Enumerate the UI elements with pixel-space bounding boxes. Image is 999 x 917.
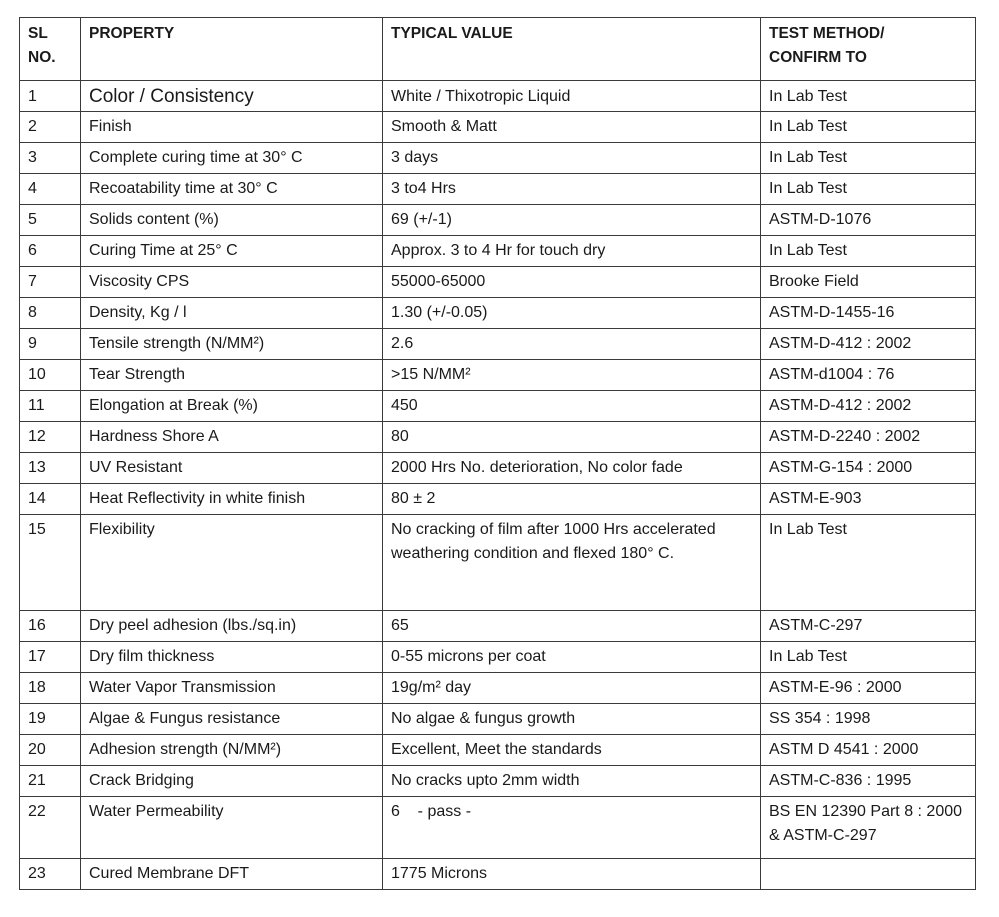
table-row xyxy=(20,205,976,236)
table-row xyxy=(20,112,976,143)
header-sl-line2: NO. xyxy=(28,49,56,66)
method-cell: ASTM-D-1455-16 xyxy=(761,298,976,329)
header-typical-value: TYPICAL VALUE xyxy=(383,18,761,81)
sl-cell: 8 xyxy=(20,298,81,329)
method-cell: ASTM-D-412 : 2002 xyxy=(761,329,976,360)
property-cell: Density, Kg / l xyxy=(81,298,383,329)
sl-cell: 12 xyxy=(20,422,81,453)
table-row xyxy=(20,515,976,611)
method-cell: SS 354 : 1998 xyxy=(761,704,976,735)
property-cell: Crack Bridging xyxy=(81,766,383,797)
table-row xyxy=(20,735,976,766)
method-cell: Brooke Field xyxy=(761,267,976,298)
property-cell: UV Resistant xyxy=(81,453,383,484)
table-row xyxy=(20,174,976,205)
value-cell: Smooth & Matt xyxy=(383,112,761,143)
sl-cell: 6 xyxy=(20,236,81,267)
table-row xyxy=(20,673,976,704)
value-cell: 3 days xyxy=(383,143,761,174)
sl-cell: 9 xyxy=(20,329,81,360)
table-row xyxy=(20,797,976,859)
value-cell: Excellent, Meet the standards xyxy=(383,735,761,766)
property-cell: Tensile strength (N/MM²) xyxy=(81,329,383,360)
property-cell: Adhesion strength (N/MM²) xyxy=(81,735,383,766)
property-cell: Color / Consistency xyxy=(81,81,383,112)
method-cell: In Lab Test xyxy=(761,642,976,673)
sl-cell: 23 xyxy=(20,859,81,890)
value-cell: 0-55 microns per coat xyxy=(383,642,761,673)
method-cell: In Lab Test xyxy=(761,143,976,174)
table-row xyxy=(20,422,976,453)
method-cell: ASTM-d1004 : 76 xyxy=(761,360,976,391)
value-cell: 80 ± 2 xyxy=(383,484,761,515)
property-cell: Water Vapor Transmission xyxy=(81,673,383,704)
property-cell: Water Permeability xyxy=(81,797,383,859)
property-cell: Recoatability time at 30° C xyxy=(81,174,383,205)
property-cell: Curing Time at 25° C xyxy=(81,236,383,267)
property-cell: Tear Strength xyxy=(81,360,383,391)
sl-cell: 16 xyxy=(20,611,81,642)
header-sl-line1: SL xyxy=(28,25,48,42)
property-cell: Heat Reflectivity in white finish xyxy=(81,484,383,515)
value-cell: 55000-65000 xyxy=(383,267,761,298)
method-cell: ASTM-D-2240 : 2002 xyxy=(761,422,976,453)
sl-cell: 22 xyxy=(20,797,81,859)
table-row xyxy=(20,267,976,298)
table-row xyxy=(20,143,976,174)
table-row xyxy=(20,484,976,515)
value-cell: No cracks upto 2mm width xyxy=(383,766,761,797)
table-row xyxy=(20,329,976,360)
value-cell: 19g/m² day xyxy=(383,673,761,704)
sl-cell: 3 xyxy=(20,143,81,174)
value-cell: 1.30 (+/-0.05) xyxy=(383,298,761,329)
value-cell: 65 xyxy=(383,611,761,642)
method-cell: ASTM-E-96 : 2000 xyxy=(761,673,976,704)
sl-cell: 15 xyxy=(20,515,81,611)
value-cell: 3 to4 Hrs xyxy=(383,174,761,205)
property-cell: Flexibility xyxy=(81,515,383,611)
method-cell: ASTM-E-903 xyxy=(761,484,976,515)
method-cell: In Lab Test xyxy=(761,174,976,205)
header-property: PROPERTY xyxy=(81,18,383,81)
method-cell: In Lab Test xyxy=(761,236,976,267)
table-row xyxy=(20,766,976,797)
property-cell: Finish xyxy=(81,112,383,143)
method-cell: ASTM-G-154 : 2000 xyxy=(761,453,976,484)
property-cell: Complete curing time at 30° C xyxy=(81,143,383,174)
value-cell: 69 (+/-1) xyxy=(383,205,761,236)
value-cell: >15 N/MM² xyxy=(383,360,761,391)
sl-cell: 10 xyxy=(20,360,81,391)
table-row xyxy=(20,859,976,890)
value-cell: White / Thixotropic Liquid xyxy=(383,81,761,112)
value-cell: No cracking of film after 1000 Hrs accelerated weathering condition and flexed 180° C. xyxy=(383,515,761,611)
method-cell: ASTM-D-412 : 2002 xyxy=(761,391,976,422)
method-cell: In Lab Test xyxy=(761,81,976,112)
value-cell: 80 xyxy=(383,422,761,453)
table-row xyxy=(20,642,976,673)
method-cell: In Lab Test xyxy=(761,515,976,611)
properties-table xyxy=(19,17,976,890)
table-row xyxy=(20,236,976,267)
table-row xyxy=(20,704,976,735)
value-cell: 2000 Hrs No. deterioration, No color fade xyxy=(383,453,761,484)
value-cell: Approx. 3 to 4 Hr for touch dry xyxy=(383,236,761,267)
sl-cell: 1 xyxy=(20,81,81,112)
header-test-method xyxy=(761,18,976,81)
sl-cell: 18 xyxy=(20,673,81,704)
property-cell: Solids content (%) xyxy=(81,205,383,236)
header-method-line1: TEST METHOD/ xyxy=(769,25,885,42)
value-cell: No algae & fungus growth xyxy=(383,704,761,735)
property-cell: Dry film thickness xyxy=(81,642,383,673)
table-row xyxy=(20,298,976,329)
header-sl-no xyxy=(20,18,81,81)
header-method-line2: CONFIRM TO xyxy=(769,49,867,66)
sl-cell: 4 xyxy=(20,174,81,205)
sl-cell: 19 xyxy=(20,704,81,735)
table-row xyxy=(20,360,976,391)
sl-cell: 7 xyxy=(20,267,81,298)
property-cell: Algae & Fungus resistance xyxy=(81,704,383,735)
property-cell: Hardness Shore A xyxy=(81,422,383,453)
method-cell: ASTM-C-836 : 1995 xyxy=(761,766,976,797)
property-cell: Dry peel adhesion (lbs./sq.in) xyxy=(81,611,383,642)
sl-cell: 14 xyxy=(20,484,81,515)
sl-cell: 13 xyxy=(20,453,81,484)
sl-cell: 11 xyxy=(20,391,81,422)
value-cell: 450 xyxy=(383,391,761,422)
property-cell: Viscosity CPS xyxy=(81,267,383,298)
sl-cell: 17 xyxy=(20,642,81,673)
value-cell: 1775 Microns xyxy=(383,859,761,890)
sl-cell: 20 xyxy=(20,735,81,766)
value-cell: 6 - pass - xyxy=(383,797,761,859)
method-cell: ASTM-C-297 xyxy=(761,611,976,642)
method-cell xyxy=(761,859,976,890)
sl-cell: 2 xyxy=(20,112,81,143)
method-cell: ASTM D 4541 : 2000 xyxy=(761,735,976,766)
method-cell: ASTM-D-1076 xyxy=(761,205,976,236)
sl-cell: 21 xyxy=(20,766,81,797)
table-row xyxy=(20,391,976,422)
table-row xyxy=(20,81,976,112)
property-cell: Cured Membrane DFT xyxy=(81,859,383,890)
property-cell: Elongation at Break (%) xyxy=(81,391,383,422)
table-row xyxy=(20,611,976,642)
method-cell: BS EN 12390 Part 8 : 2000 & ASTM-C-297 xyxy=(761,797,976,859)
value-cell: 2.6 xyxy=(383,329,761,360)
table-body xyxy=(20,81,976,890)
sl-cell: 5 xyxy=(20,205,81,236)
table-row xyxy=(20,453,976,484)
method-cell: In Lab Test xyxy=(761,112,976,143)
header-row xyxy=(20,18,976,81)
